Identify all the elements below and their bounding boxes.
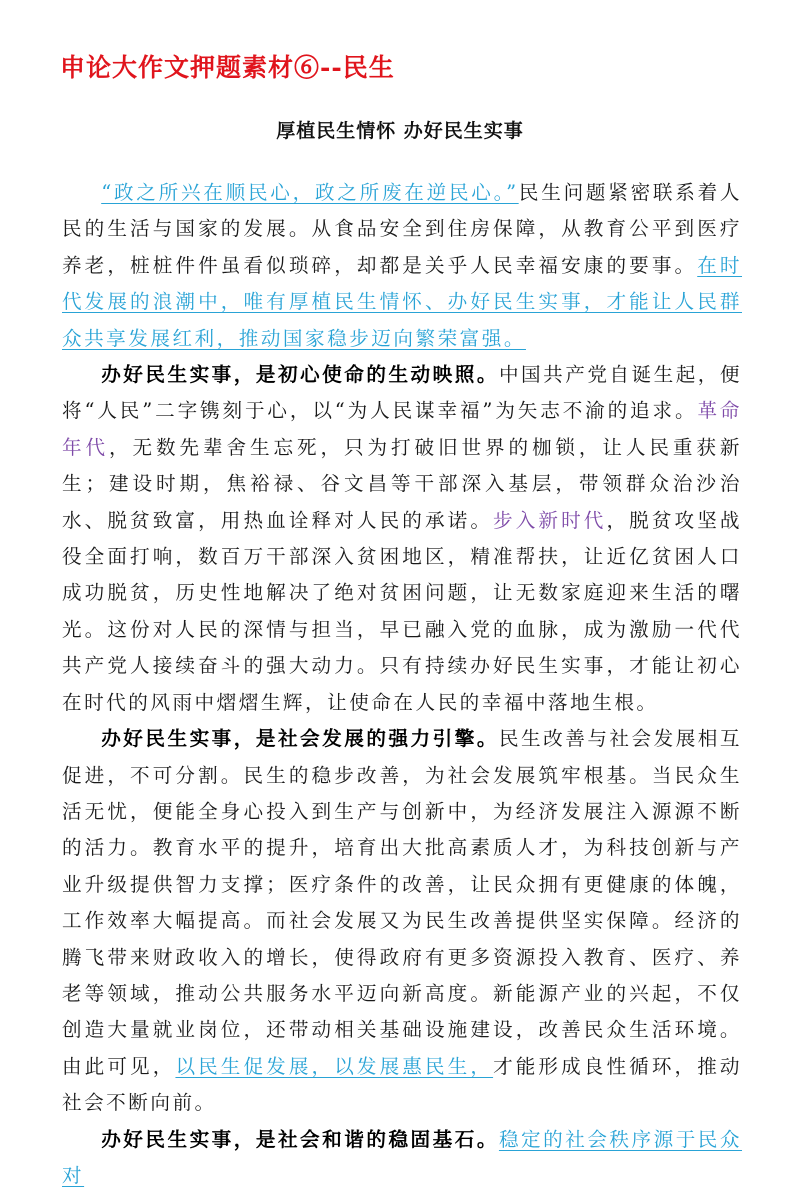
paragraph-text: 民生改善与社会发展相互促进，不可分割。民生的稳步改善，为社会发展筑牢根基。当民众生活无忧，便能全身心投入到生产与创新中，为经济发展注入源源不断的活力。教育水平的提升，培育出大批高素质人才，为科技创新与产业升级提供智力支撑；医疗条件的改善，让民众拥有更健康的体魄，工作效率大幅提高。而社会发展又为民生改善提供坚实保障。经济的腾飞带来财政收入的增长，使得政府有更多资源投入教育、医疗、养老等领域，推动公共服务水平迈向新高度。新能源产业的兴起，不仅创造大量就业岗位，还带动相关基础设施建设，改善民众生活环境。由此可见， [62,727,743,1078]
quote-highlight: “政之所兴在顺民心，政之所废在逆民心。” [101,181,519,204]
key-phrase-highlight: 以民生促发展，以发展惠民生， [175,1054,494,1078]
point-heading: 办好民生实事，是社会发展的强力引擎。 [101,727,499,751]
paragraph-text: 民生问题紧密联系着人民的生活与国家的发展。从食品安全到住房保障，从教育公平到医疗养老，桩桩件件虽看似琐碎，却都是关乎人民幸福安康的要事。 [62,181,743,277]
era-highlight: 革命年代 [62,399,742,459]
paragraph-text: 中国共产党自诞生起，便将“人民”二字镌刻于心，以“为人民谋幸福”为矢志不渝的追求。 [62,363,743,423]
paragraph-text: 才能形成良性循环，推动社会不断向前。 [62,1054,743,1115]
essay-title: 厚植民生情怀 办好民生实事 [276,120,524,142]
essay-body [62,175,742,1194]
thesis-highlight: 在时代发展的浪潮中，唯有厚植民生情怀、办好民生实事，才能让人民群众共享发展红利，推动国家稳步迈向繁荣富强。 [62,253,743,350]
paragraph-point-2 [62,721,742,1121]
key-phrase-highlight: 稳定的社会秩序源于民众对 [62,1127,743,1187]
paragraph-point-3 [62,1122,742,1194]
point-heading: 办好民生实事，是初心使命的生动映照。 [101,363,499,387]
paragraph-text: ，脱贫攻坚战役全面打响，数百万干部深入贫困地区，精准帮扶，让近亿贫困人口成功脱贫，历史性地解决了绝对贫困问题，让无数家庭迎来生活的曙光。这份对人民的深情与担当，早已融入党的血脉，成为激励一代代共产党人接续奋斗的强大动力。只有持续办好民生实事，才能让初心在时代的风雨中熠熠生辉，让使命在人民的幸福中落地生根。 [62,508,743,714]
paragraph-point-1 [62,357,742,721]
point-heading: 办好民生实事，是社会和谐的稳固基石。 [101,1127,499,1151]
paragraph-intro [62,175,742,357]
document-title: 申论大作文押题素材⑥--民生 [60,53,395,82]
era-highlight: 步入新时代 [493,508,607,532]
paragraph-text: ，无数先辈舍生忘死，只为打破旧世界的枷锁，让人民重获新生；建设时期，焦裕禄、谷文昌等干部深入基层，带领群众治沙治水、脱贫致富，用热血诠释对人民的承诺。 [62,435,743,532]
